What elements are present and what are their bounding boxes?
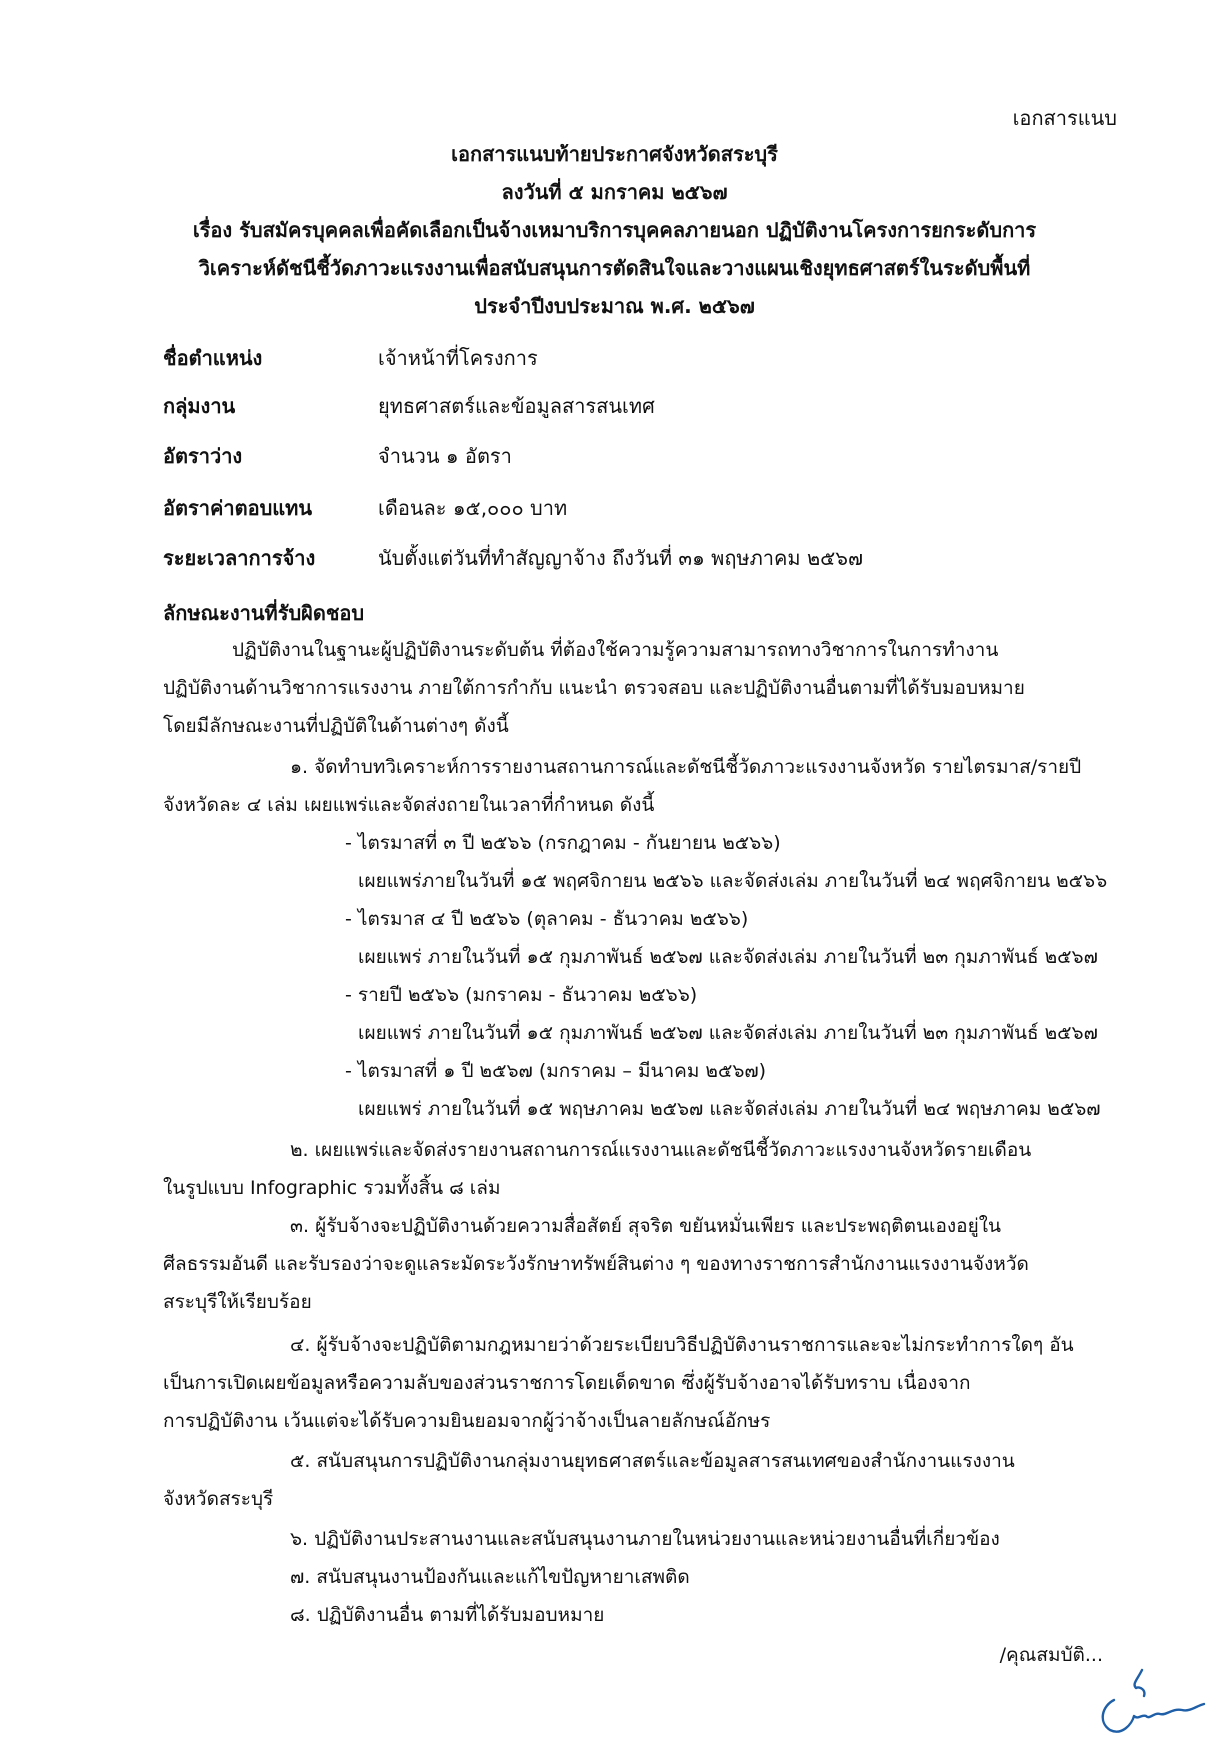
detail-label: อัตราค่าตอบแทน xyxy=(163,496,313,520)
heading-line-3: เรื่อง รับสมัครบุคคลเพื่อคัดเลือกเป็นจ้างเหมาบริการบุคคลภายนอก ปฏิบัติงานโครงการยกระดับการ xyxy=(192,218,1037,242)
heading-line-1: เอกสารแนบท้ายประกาศจังหวัดสระบุรี xyxy=(451,142,778,166)
intro-line: โดยมีลักษณะงานที่ปฏิบัติในด้านต่างๆ ดังนี้ xyxy=(163,715,509,737)
sub-item-title: - รายปี ๒๕๖๖ (มกราคม - ธันวาคม ๒๕๖๖) xyxy=(345,984,698,1006)
item-line: การปฏิบัติงาน เว้นแต่จะได้รับความยินยอมจากผู้ว่าจ้างเป็นลายลักษณ์อักษร xyxy=(163,1410,771,1432)
intro-line: ปฏิบัติงานในฐานะผู้ปฏิบัติงานระดับต้น ที่ต้องใช้ความรู้ความสามารถทางวิชาการในการทำงาน xyxy=(232,639,999,661)
detail-value: จำนวน ๑ อัตรา xyxy=(378,444,512,468)
sub-item-title: - ไตรมาสที่ ๑ ปี ๒๕๖๗ (มกราคม – มีนาคม ๒๕๖๗) xyxy=(345,1060,767,1082)
item-8: ๘. ปฏิบัติงานอื่น ตามที่ได้รับมอบหมาย xyxy=(290,1604,605,1626)
sub-item-detail: เผยแพร่ ภายในวันที่ ๑๕ พฤษภาคม ๒๕๖๗ และจัดส่งเล่ม ภายในวันที่ ๒๔ พฤษภาคม ๒๕๖๗ xyxy=(358,1098,1101,1120)
sub-item-title: - ไตรมาส ๔ ปี ๒๕๖๖ (ตุลาคม - ธันวาคม ๒๕๖๖) xyxy=(345,908,749,930)
heading-line-2: ลงวันที่ ๕ มกราคม ๒๕๖๗ xyxy=(501,180,728,204)
item-line: จังหวัดละ ๔ เล่ม เผยแพร่และจัดส่งถายในเวลาที่กำหนด ดังนี้ xyxy=(163,794,655,816)
detail-value: เดือนละ ๑๕,๐๐๐ บาท xyxy=(378,496,568,520)
item-line: เป็นการเปิดเผยข้อมูลหรือความลับของส่วนราชการโดยเด็ดขาด ซึ่งผู้รับจ้างอาจได้รับทราบ เนื่องจาก xyxy=(163,1372,971,1394)
item-line: ๓. ผู้รับจ้างจะปฏิบัติงานด้วยความสื่อสัตย์ สุจริต ขยันหมั่นเพียร และประพฤติตนเองอยู่ใน xyxy=(290,1215,1001,1237)
item-6: ๖. ปฏิบัติงานประสานงานและสนับสนุนงานภายในหน่วยงานและหน่วยงานอื่นที่เกี่ยวข้อง xyxy=(290,1528,1000,1550)
detail-value: เจ้าหน้าที่โครงการ xyxy=(378,346,538,370)
signature-icon xyxy=(1092,1660,1210,1740)
detail-value: นับตั้งแต่วันที่ทำสัญญาจ้าง ถึงวันที่ ๓๑ พฤษภาคม ๒๕๖๗ xyxy=(378,546,863,570)
attachment-label: เอกสารแนบ xyxy=(1012,106,1117,130)
detail-label: กลุ่มงาน xyxy=(163,394,236,418)
item-7: ๗. สนับสนุนงานป้องกันและแก้ไขปัญหายาเสพติด xyxy=(290,1566,690,1588)
continuation-marker: /คุณสมบัติ... xyxy=(999,1644,1103,1666)
sub-item-detail: เผยแพร่ภายในวันที่ ๑๕ พฤศจิกายน ๒๕๖๖ และจัดส่งเล่ม ภายในวันที่ ๒๔ พฤศจิกายน ๒๕๖๖ xyxy=(358,870,1108,892)
item-line: ๒. เผยแพร่และจัดส่งรายงานสถานการณ์แรงงานและดัชนีชี้วัดภาวะแรงงานจังหวัดรายเดือน xyxy=(290,1139,1032,1161)
detail-value: ยุทธศาสตร์และข้อมูลสารสนเทศ xyxy=(378,394,655,418)
item-line: ในรูปแบบ Infographic รวมทั้งสิ้น ๘ เล่ม xyxy=(163,1177,501,1199)
item-line: ๔. ผู้รับจ้างจะปฏิบัติตามกฎหมายว่าด้วยระเบียบวิธีปฏิบัติงานราชการและจะไม่กระทำการใดๆ อัน xyxy=(290,1334,1074,1356)
item-line: จังหวัดสระบุรี xyxy=(163,1488,274,1510)
sub-item-detail: เผยแพร่ ภายในวันที่ ๑๕ กุมภาพันธ์ ๒๕๖๗ และจัดส่งเล่ม ภายในวันที่ ๒๓ กุมภาพันธ์ ๒๕๖๗ xyxy=(358,1022,1098,1044)
heading-line-5: ประจำปีงบประมาณ พ.ศ. ๒๕๖๗ xyxy=(474,294,755,318)
heading-line-4: วิเคราะห์ดัชนีชี้วัดภาวะแรงงานเพื่อสนับสนุนการตัดสินใจและวางแผนเชิงยุทธศาสตร์ในระดับพื้นที่ xyxy=(198,256,1031,280)
sub-item-title: - ไตรมาสที่ ๓ ปี ๒๕๖๖ (กรกฎาคม - กันยายน ๒๕๖๖) xyxy=(345,832,781,854)
item-line: ศีลธรรมอันดี และรับรองว่าจะดูแลระมัดระวังรักษาทรัพย์สินต่าง ๆ ของทางราชการสำนักงานแรงงานจังหวัด xyxy=(163,1253,1029,1275)
detail-label: ชื่อตำแหน่ง xyxy=(163,346,263,370)
detail-label: อัตราว่าง xyxy=(163,444,243,468)
item-line: สระบุรีให้เรียบร้อย xyxy=(163,1291,312,1313)
detail-label: ระยะเวลาการจ้าง xyxy=(163,546,316,570)
intro-line: ปฏิบัติงานด้านวิชาการแรงงาน ภายใต้การกำกับ แนะนำ ตรวจสอบ และปฏิบัติงานอื่นตามที่ได้รับมอบหมาย xyxy=(163,677,1025,699)
sub-item-detail: เผยแพร่ ภายในวันที่ ๑๕ กุมภาพันธ์ ๒๕๖๗ และจัดส่งเล่ม ภายในวันที่ ๒๓ กุมภาพันธ์ ๒๕๖๗ xyxy=(358,946,1098,968)
item-line: ๕. สนับสนุนการปฏิบัติงานกลุ่มงานยุทธศาสตร์และข้อมูลสารสนเทศของสำนักงานแรงงาน xyxy=(290,1450,1015,1472)
item-line: ๑. จัดทำบทวิเคราะห์การรายงานสถานการณ์และดัชนีชี้วัดภาวะแรงงานจังหวัด รายไตรมาส/รายปี xyxy=(290,756,1082,778)
section-title: ลักษณะงานที่รับผิดชอบ xyxy=(163,601,365,625)
